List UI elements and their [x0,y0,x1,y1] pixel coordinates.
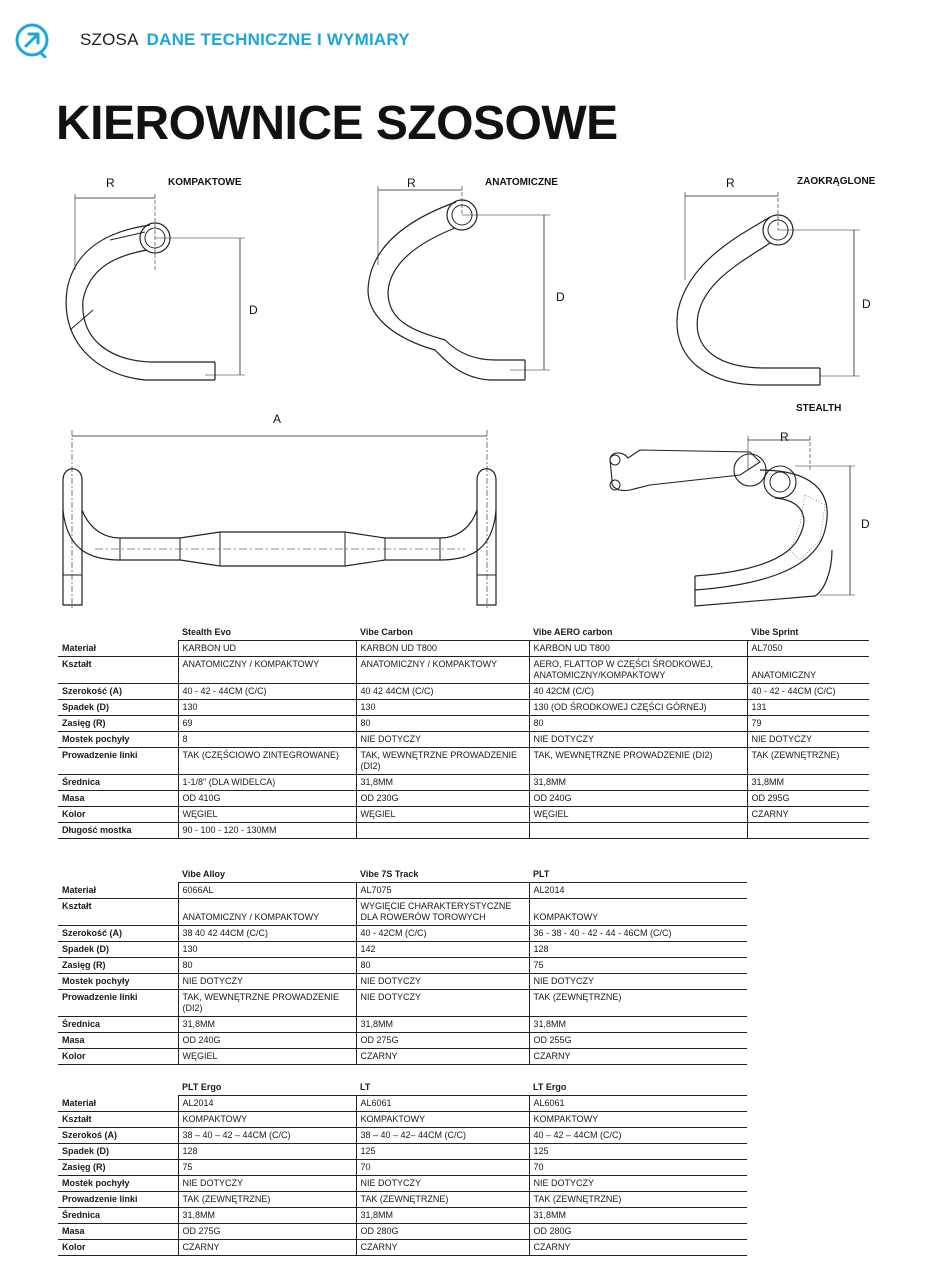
stealth-drawing [600,400,870,615]
corner-cell [58,1080,178,1096]
diagram-anatomiczne [360,170,570,400]
row-label: Prowadzenie linki [58,748,178,775]
page-title: KIEROWNICE SZOSOWE [56,97,618,150]
table-row [58,1192,747,1208]
table-row [58,775,869,791]
table-cell: WYGIĘCIE CHARAKTERYSTYCZNE DLA ROWERÓW TOROWYCH [356,899,529,926]
table-cell: CZARNY [529,1049,747,1065]
diagram-zaokraglone [670,170,880,400]
row-label: Długość mostka [58,823,178,839]
table-cell: NIE DOTYCZY [178,974,356,990]
table-row [58,942,747,958]
table-row [58,748,869,775]
table-cell: 6066AL [178,883,356,899]
table-cell: 36 - 38 - 40 - 42 - 44 - 46CM (C/C) [529,926,747,942]
table-cell: TAK (ZEWNĘTRZNE) [178,1192,356,1208]
table-row [58,1176,747,1192]
table-cell [356,823,529,839]
row-label: Kształt [58,899,178,926]
header-section: SZOSA [80,30,138,49]
table-row [58,1033,747,1049]
table-cell: CZARNY [178,1240,356,1256]
table-cell: 90 - 100 - 120 - 130MM [178,823,356,839]
table-row [58,1224,747,1240]
kompaktowe-drawing [55,170,265,400]
anatomiczne-r-label: R [407,176,416,190]
front-view-drawing [55,410,515,615]
table-cell: TAK, WEWNĘTRZNE PROWADZENIE (DI2) [529,748,747,775]
table-header-row [58,867,747,883]
page-header [14,22,410,58]
column-header: LT Ergo [529,1080,747,1096]
table-cell: 40 42CM (C/C) [529,684,747,700]
table-cell: CZARNY [747,807,869,823]
zaokraglone-d-label: D [862,297,871,311]
row-label: Średnica [58,775,178,791]
row-label: Kolor [58,1049,178,1065]
anatomiczne-d-label: D [556,290,565,304]
table-cell: NIE DOTYCZY [747,732,869,748]
column-header: PLT Ergo [178,1080,356,1096]
table-cell: WĘGIEL [178,807,356,823]
table-cell: 70 [529,1160,747,1176]
table-cell: 40 - 42 - 44CM (C/C) [747,684,869,700]
table-cell: OD 240G [529,791,747,807]
table-cell: 31,8MM [529,775,747,791]
column-header: Vibe 7S Track [356,867,529,883]
table-cell: KOMPAKTOWY [178,1112,356,1128]
row-label: Mostek pochyły [58,974,178,990]
table-cell: KARBON UD T800 [529,641,747,657]
table-row [58,716,869,732]
table-cell: 128 [178,1144,356,1160]
stealth-r-label: R [780,430,789,444]
row-label: Mostek pochyły [58,1176,178,1192]
table-row [58,641,869,657]
row-label: Materiał [58,883,178,899]
table-cell: OD 240G [178,1033,356,1049]
table-row [58,1240,747,1256]
table-cell: OD 275G [178,1224,356,1240]
table-cell: 75 [529,958,747,974]
table-cell: NIE DOTYCZY [529,732,747,748]
table-cell: ANATOMICZNY / KOMPAKTOWY [356,657,529,684]
anatomiczne-drawing [360,170,570,400]
table-cell: 80 [178,958,356,974]
table-cell: TAK (ZEWNĘTRZNE) [529,990,747,1017]
row-label: Kształt [58,1112,178,1128]
table-cell: ANATOMICZNY / KOMPAKTOWY [178,657,356,684]
table-cell: OD 275G [356,1033,529,1049]
table-cell: NIE DOTYCZY [529,974,747,990]
table-row [58,1160,747,1176]
table-row [58,974,747,990]
table-row [58,807,869,823]
row-label: Kolor [58,1240,178,1256]
table-row [58,958,747,974]
table-cell: CZARNY [529,1240,747,1256]
table-row [58,700,869,716]
table-cell: TAK, WEWNĘTRZNE PROWADZENIE (DI2) [178,990,356,1017]
row-label: Prowadzenie linki [58,990,178,1017]
table-cell [747,823,869,839]
table-row [58,1144,747,1160]
table-cell: 130 [178,700,356,716]
table-row [58,883,747,899]
table-cell: 31,8MM [356,1017,529,1033]
corner-cell [58,867,178,883]
table-cell: AL2014 [178,1096,356,1112]
table-cell: 142 [356,942,529,958]
table-cell: TAK, WEWNĘTRZNE PROWADZENIE (DI2) [356,748,529,775]
table-cell: WĘGIEL [356,807,529,823]
row-label: Średnica [58,1208,178,1224]
table-cell: 31,8MM [178,1208,356,1224]
table-cell: ANATOMICZNY [747,657,869,684]
table-cell: KOMPAKTOWY [356,1112,529,1128]
table-cell: NIE DOTYCZY [178,1176,356,1192]
table-cell: OD 280G [529,1224,747,1240]
table-cell: 125 [529,1144,747,1160]
row-label: Masa [58,791,178,807]
column-header: Vibe Sprint [747,625,869,641]
table-cell: 130 (OD ŚRODKOWEJ CZĘŚCI GÓRNEJ) [529,700,747,716]
table-cell: TAK (ZEWNĘTRZNE) [529,1192,747,1208]
row-label: Prowadzenie linki [58,1192,178,1208]
diagram-kompaktowe [55,170,265,400]
table-cell: OD 280G [356,1224,529,1240]
row-label: Szerokość (A) [58,926,178,942]
column-header: PLT [529,867,747,883]
table-cell: 70 [356,1160,529,1176]
table-cell: WĘGIEL [529,807,747,823]
column-header: LT [356,1080,529,1096]
table-row [58,1112,747,1128]
table-cell: 31,8MM [529,1208,747,1224]
table-cell: CZARNY [356,1049,529,1065]
zaokraglone-r-label: R [726,176,735,190]
row-label: Materiał [58,641,178,657]
table-cell: 40 – 42 – 44CM (C/C) [529,1128,747,1144]
table-row [58,823,869,839]
row-label: Szerokoś (A) [58,1128,178,1144]
row-label: Masa [58,1033,178,1049]
table-cell: NIE DOTYCZY [529,1176,747,1192]
table-cell: 31,8MM [356,1208,529,1224]
anatomiczne-title: ANATOMICZNE [485,177,558,188]
table-cell: NIE DOTYCZY [356,732,529,748]
table-cell: 125 [356,1144,529,1160]
table-cell: CZARNY [356,1240,529,1256]
table-cell: 130 [178,942,356,958]
table-cell: 31,8MM [356,775,529,791]
stealth-title: STEALTH [796,403,842,414]
kompaktowe-r-label: R [106,176,115,190]
spec-table-3 [58,1080,747,1256]
table-cell: 38 – 40 – 42 – 44CM (C/C) [178,1128,356,1144]
diagram-front-view [55,410,515,615]
table-cell [529,823,747,839]
kompaktowe-title: KOMPAKTOWE [168,177,242,188]
table-cell: AL7075 [356,883,529,899]
row-label: Kształt [58,657,178,684]
row-label: Szerokość (A) [58,684,178,700]
row-label: Spadek (D) [58,942,178,958]
table-cell: KOMPAKTOWY [529,899,747,926]
table-cell: WĘGIEL [178,1049,356,1065]
table-cell: 1-1/8" (DLA WIDELCA) [178,775,356,791]
table-cell: AL6061 [529,1096,747,1112]
table-cell: OD 230G [356,791,529,807]
row-label: Średnica [58,1017,178,1033]
front-view-a-label: A [273,412,282,426]
table-cell: AL6061 [356,1096,529,1112]
table-row [58,657,869,684]
column-header: Vibe Alloy [178,867,356,883]
table-cell: 31,8MM [747,775,869,791]
table-row [58,791,869,807]
table-cell: 8 [178,732,356,748]
table-cell: TAK (ZEWNĘTRZNE) [356,1192,529,1208]
table-row [58,1208,747,1224]
spec-table-2 [58,867,747,1065]
arrow-circle-logo-icon [14,22,50,58]
table-cell: 79 [747,716,869,732]
table-cell: OD 255G [529,1033,747,1049]
spec-table-1 [58,625,869,839]
table-cell: 31,8MM [178,1017,356,1033]
zaokraglone-drawing [670,170,880,400]
table-row [58,684,869,700]
table-cell: 40 - 42CM (C/C) [356,926,529,942]
table-cell: 69 [178,716,356,732]
table-cell: NIE DOTYCZY [356,1176,529,1192]
header-text [80,30,410,50]
table-cell: 80 [529,716,747,732]
table-cell: AL2014 [529,883,747,899]
table-row [58,1128,747,1144]
row-label: Spadek (D) [58,700,178,716]
table-cell: 75 [178,1160,356,1176]
table-cell: KARBON UD [178,641,356,657]
table-cell: 128 [529,942,747,958]
row-label: Spadek (D) [58,1144,178,1160]
table-header-row [58,1080,747,1096]
table-cell: OD 410G [178,791,356,807]
table-cell: 80 [356,716,529,732]
table-cell: AL7050 [747,641,869,657]
table-header-row [58,625,869,641]
diagram-stealth [600,400,870,615]
table-row [58,1017,747,1033]
table-cell: 131 [747,700,869,716]
row-label: Zasięg (R) [58,958,178,974]
table-cell: NIE DOTYCZY [356,974,529,990]
table-cell: 38 40 42 44CM (C/C) [178,926,356,942]
table-cell: 31,8MM [529,1017,747,1033]
table-row [58,899,747,926]
table-cell: 40 - 42 - 44CM (C/C) [178,684,356,700]
table-cell: AERO, FLATTOP W CZĘŚCI ŚRODKOWEJ, ANATOMICZNY/KOMPAKTOWY [529,657,747,684]
stealth-d-label: D [861,517,870,531]
row-label: Mostek pochyły [58,732,178,748]
kompaktowe-d-label: D [249,303,258,317]
row-label: Zasięg (R) [58,716,178,732]
row-label: Masa [58,1224,178,1240]
column-header: Vibe AERO carbon [529,625,747,641]
table-cell: 130 [356,700,529,716]
table-cell: TAK (CZĘŚCIOWO ZINTEGROWANE) [178,748,356,775]
table-cell: KARBON UD T800 [356,641,529,657]
table-row [58,1096,747,1112]
table-cell: NIE DOTYCZY [356,990,529,1017]
table-cell: OD 295G [747,791,869,807]
zaokraglone-title: ZAOKRĄGLONE [797,176,876,187]
table-cell: 38 – 40 – 42– 44CM (C/C) [356,1128,529,1144]
column-header: Vibe Carbon [356,625,529,641]
table-cell: 40 42 44CM (C/C) [356,684,529,700]
table-row [58,1049,747,1065]
table-cell: KOMPAKTOWY [529,1112,747,1128]
table-row [58,926,747,942]
corner-cell [58,625,178,641]
header-subsection: DANE TECHNICZNE I WYMIARY [146,30,410,49]
table-cell: ANATOMICZNY / KOMPAKTOWY [178,899,356,926]
table-row [58,732,869,748]
row-label: Kolor [58,807,178,823]
table-cell: TAK (ZEWNĘTRZNE) [747,748,869,775]
table-row [58,990,747,1017]
column-header: Stealth Evo [178,625,356,641]
table-cell: 80 [356,958,529,974]
row-label: Materiał [58,1096,178,1112]
row-label: Zasięg (R) [58,1160,178,1176]
